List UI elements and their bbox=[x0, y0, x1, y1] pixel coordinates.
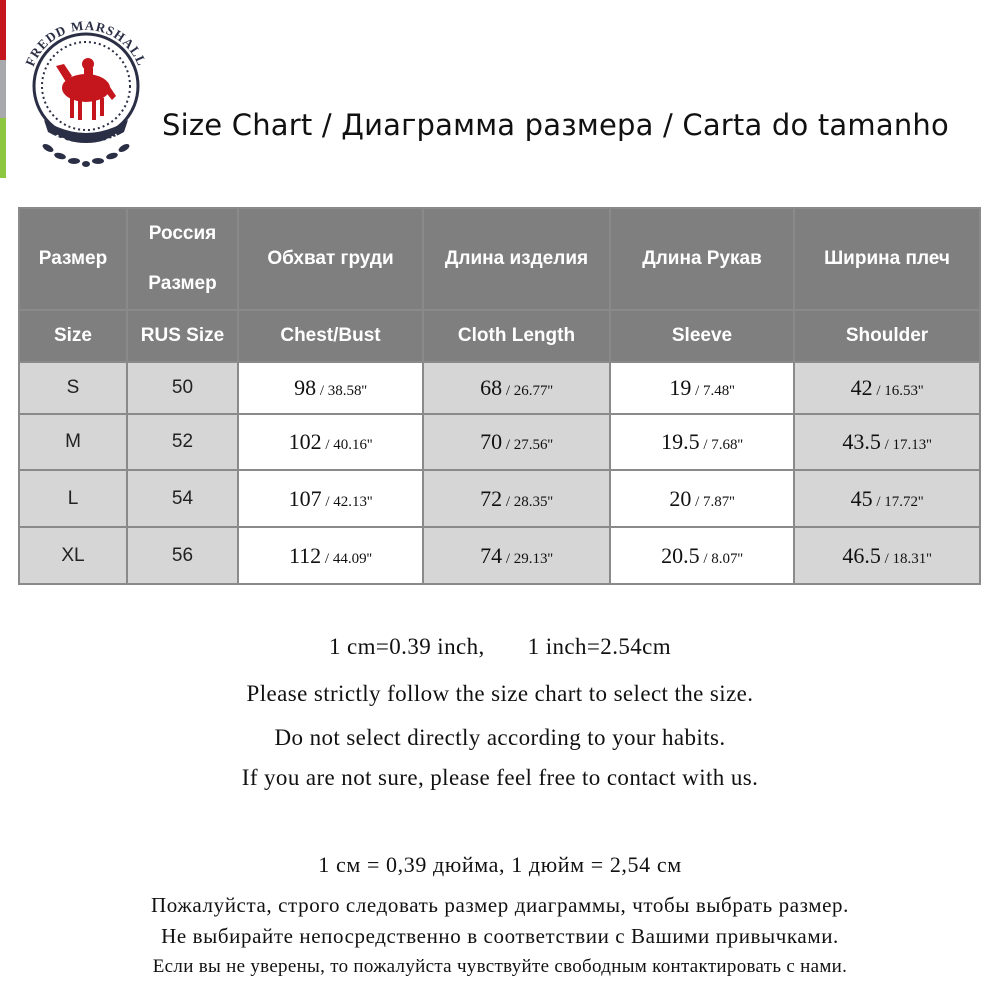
length-cm: 74 bbox=[480, 542, 503, 568]
accent-bar-red bbox=[0, 0, 6, 60]
length-cm: 68 bbox=[480, 375, 503, 400]
chest-inch: / 40.16'' bbox=[321, 437, 373, 453]
sleeve-cm: 20.5 bbox=[661, 542, 700, 568]
length-cell bbox=[423, 362, 610, 414]
header-cell: Chest/Bust bbox=[238, 310, 423, 362]
table-row bbox=[19, 414, 980, 470]
chest-cell bbox=[238, 470, 423, 527]
length-cm: 70 bbox=[480, 429, 503, 454]
header-cell: Shoulder bbox=[794, 310, 980, 362]
instruction-en-1: Please strictly follow the size chart to select the size. bbox=[246, 681, 754, 706]
chest-cm: 107 bbox=[288, 485, 322, 511]
conversion-note-ru: 1 см = 0,39 дюйма, 1 дюйм = 2,54 см bbox=[318, 852, 682, 877]
chest-cm: 112 bbox=[288, 542, 322, 568]
length-inch: / 27.56'' bbox=[502, 437, 553, 453]
size-cell: L bbox=[19, 470, 127, 527]
chest-inch: / 44.09'' bbox=[321, 550, 372, 567]
brand-accent-bars bbox=[0, 0, 6, 178]
instruction-en-3: If you are not sure, please feel free to contact with us. bbox=[241, 765, 759, 790]
length-cell bbox=[423, 470, 610, 527]
chest-inch: / 38.58'' bbox=[316, 383, 367, 399]
accent-bar-gray bbox=[0, 60, 6, 118]
shoulder-inch: / 18.31'' bbox=[880, 550, 932, 567]
size-chart-table bbox=[18, 207, 981, 585]
chest-inch: / 42.13'' bbox=[321, 493, 373, 510]
size-cell: M bbox=[19, 414, 127, 470]
rus-size-cell: 56 bbox=[127, 527, 238, 584]
shoulder-cm: 42 bbox=[850, 375, 873, 400]
rus-size-cell: 50 bbox=[127, 362, 238, 414]
header-cell: Cloth Length bbox=[423, 310, 610, 362]
header-cell: Обхват груди bbox=[238, 208, 423, 310]
chest-cell bbox=[238, 414, 423, 470]
instruction-ru-1: Пожалуйста, строго следовать размер диаграммы, чтобы выбрать размер. bbox=[150, 893, 849, 917]
horseman-icon bbox=[56, 58, 116, 120]
sleeve-cell bbox=[610, 362, 794, 414]
header-cell: Размер bbox=[19, 208, 127, 310]
shoulder-cm: 43.5 bbox=[842, 429, 881, 454]
instruction-ru-2: Не выбирайте непосредственно в соответствии с Вашими привычками. bbox=[161, 924, 839, 948]
chest-cell bbox=[238, 362, 423, 414]
shoulder-cm: 46.5 bbox=[842, 542, 881, 568]
shoulder-cell bbox=[794, 362, 980, 414]
shoulder-cell bbox=[794, 414, 980, 470]
shoulder-inch: / 16.53'' bbox=[872, 383, 924, 399]
header-cell: Россия Размер bbox=[127, 208, 238, 310]
rus-size-cell: 54 bbox=[127, 470, 238, 527]
table-row bbox=[19, 527, 980, 584]
shoulder-inch: / 17.13'' bbox=[880, 437, 932, 453]
length-cell bbox=[423, 527, 610, 584]
header-cell: Длина Рукав bbox=[610, 208, 794, 310]
sleeve-cm: 19 bbox=[669, 375, 692, 400]
table-header-ru bbox=[19, 208, 980, 310]
header-cell: Sleeve bbox=[610, 310, 794, 362]
sleeve-inch: / 8.07'' bbox=[699, 550, 743, 567]
length-cell bbox=[423, 414, 610, 470]
conversion-note-en: 1 cm=0.39 inch, 1 inch=2.54cm bbox=[328, 634, 672, 659]
instruction-en-2: Do not select directly according to your habits. bbox=[274, 725, 726, 750]
size-cell: S bbox=[19, 362, 127, 414]
length-inch: / 29.13'' bbox=[502, 550, 553, 567]
length-inch: / 26.77'' bbox=[502, 383, 553, 399]
length-inch: / 28.35'' bbox=[502, 493, 553, 510]
brand-logo bbox=[8, 4, 158, 172]
sleeve-inch: / 7.68'' bbox=[699, 437, 743, 453]
shoulder-cell bbox=[794, 527, 980, 584]
chest-cell bbox=[238, 527, 423, 584]
header-cell: Ширина плеч bbox=[794, 208, 980, 310]
chest-cm: 98 bbox=[294, 375, 317, 400]
sleeve-cell bbox=[610, 527, 794, 584]
header-cell: Длина изделия bbox=[423, 208, 610, 310]
chest-cm: 102 bbox=[288, 429, 322, 454]
header-cell: RUS Size bbox=[127, 310, 238, 362]
length-cm: 72 bbox=[480, 485, 503, 511]
sleeve-cell bbox=[610, 414, 794, 470]
shoulder-cell bbox=[794, 470, 980, 527]
page-title: Size Chart / Диаграмма размера / Carta do tamanho bbox=[162, 108, 949, 142]
shoulder-cm: 45 bbox=[850, 485, 873, 511]
table-header-en bbox=[19, 310, 980, 362]
rus-size-cell: 52 bbox=[127, 414, 238, 470]
header-cell: Size bbox=[19, 310, 127, 362]
sleeve-cm: 20 bbox=[669, 485, 692, 511]
sleeve-cell bbox=[610, 470, 794, 527]
instruction-ru-3: Если вы не уверены, то пожалуйста чувствуйте свободным контактировать с нами. bbox=[152, 956, 848, 977]
table-row bbox=[19, 470, 980, 527]
sleeve-cm: 19.5 bbox=[661, 429, 700, 454]
sleeve-inch: / 7.87'' bbox=[691, 493, 735, 510]
logo-text-top: FREDD MARSHALL bbox=[22, 17, 150, 69]
size-cell: XL bbox=[19, 527, 127, 584]
shoulder-inch: / 17.72'' bbox=[872, 493, 924, 510]
logo-text-bottom: ASSOCIATION bbox=[49, 132, 123, 154]
accent-bar-green bbox=[0, 118, 6, 178]
table-row bbox=[19, 362, 980, 414]
sleeve-inch: / 7.48'' bbox=[691, 383, 735, 399]
